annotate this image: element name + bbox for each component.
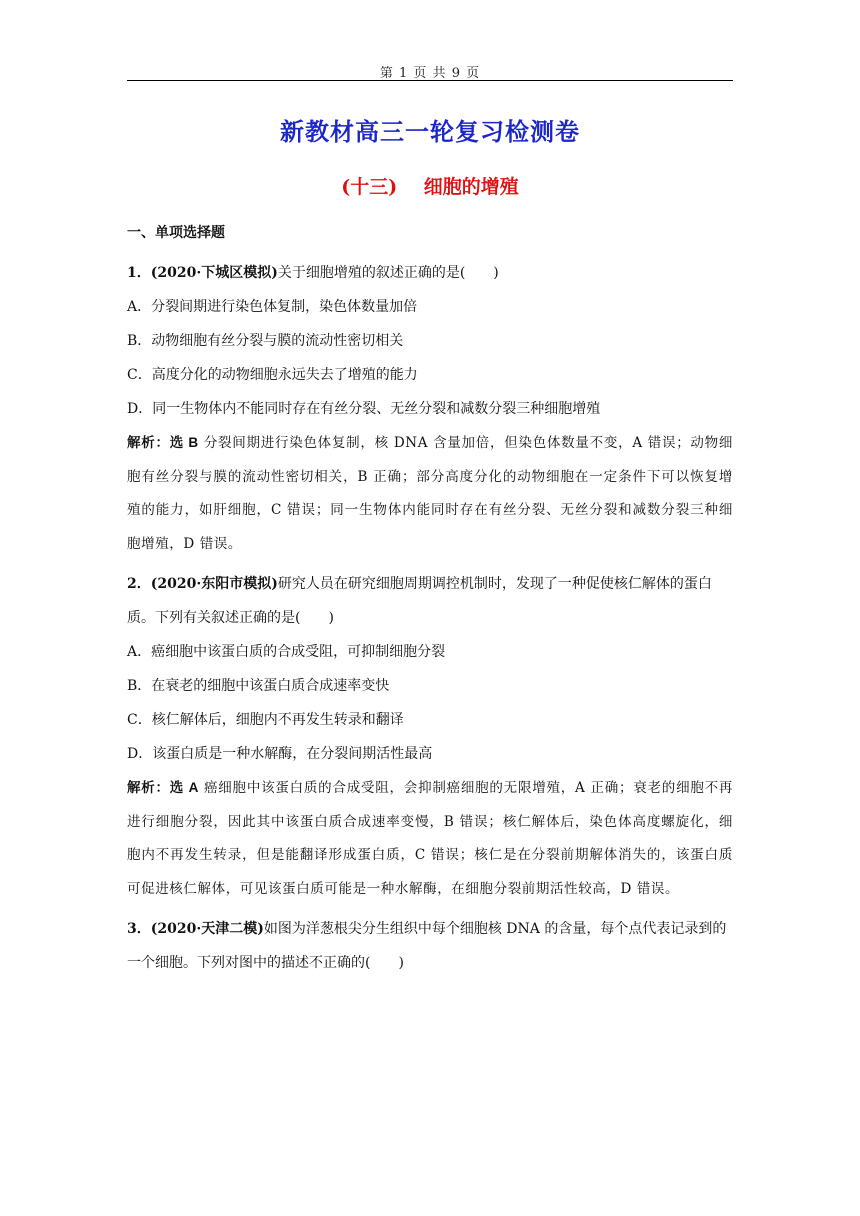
question-text: 研究人员在研究细胞周期调控机制时，发现了一种促使核仁解体的蛋白质。下列有关叙述正确的是( ) xyxy=(127,576,712,626)
question-3 xyxy=(127,912,733,980)
question-number: 2． xyxy=(127,576,151,592)
question-1 xyxy=(127,256,733,561)
question-stem xyxy=(127,912,733,980)
question-source: (2020·天津二模) xyxy=(150,921,264,937)
page-indicator: 第 1 页 共 9 页 xyxy=(379,66,481,81)
question-2 xyxy=(127,567,733,906)
subtitle-number: (十三) xyxy=(341,176,398,198)
option-a: A．分裂间期进行染色体复制，染色体数量加倍 xyxy=(127,299,418,315)
explanation xyxy=(127,771,733,906)
option-c: C．高度分化的动物细胞永远失去了增殖的能力 xyxy=(127,367,418,383)
question-number: 3． xyxy=(127,921,151,937)
document-body xyxy=(127,222,733,980)
question-source: (2020·下城区模拟) xyxy=(150,265,278,281)
answer-label: 解析：选 A xyxy=(127,780,199,795)
document-title: 新教材高三一轮复习检测卷 xyxy=(280,117,580,146)
section-heading: 一、单项选择题 xyxy=(127,225,225,241)
question-number: 1． xyxy=(127,265,151,281)
option-b: B．在衰老的细胞中该蛋白质合成速率变快 xyxy=(127,678,390,694)
option-a: A．癌细胞中该蛋白质的合成受阻，可抑制细胞分裂 xyxy=(127,644,446,660)
header-divider xyxy=(127,80,733,81)
option-d: D．同一生物体内不能同时存在有丝分裂、无丝分裂和减数分裂三种细胞增殖 xyxy=(127,401,601,417)
question-source: (2020·东阳市模拟) xyxy=(150,576,278,592)
option-b: B．动物细胞有丝分裂与膜的流动性密切相关 xyxy=(127,333,404,349)
question-text: 关于细胞增殖的叙述正确的是( ) xyxy=(277,265,499,281)
subtitle-topic: 细胞的增殖 xyxy=(423,176,519,198)
answer-label: 解析：选 B xyxy=(127,435,199,450)
option-d: D．该蛋白质是一种水解酶，在分裂间期活性最高 xyxy=(127,746,433,762)
option-c: C．核仁解体后，细胞内不再发生转录和翻译 xyxy=(127,712,404,728)
explanation-text: 分裂间期进行染色体复制，核 DNA 含量加倍，但染色体数量不变，A 错误；动物细胞有丝分裂与膜的流动性密切相关，B 正确；部分高度分化的动物细胞在一定条件下可以恢复增殖的能力，如肝细胞，C 错误；同一生物体内能同时存在有丝分裂、无丝分裂和减数分裂三种细胞增殖，D 错误。 xyxy=(127,435,733,552)
explanation-text: 癌细胞中该蛋白质的合成受阻，会抑制癌细胞的无限增殖，A 正确；衰老的细胞不再进行细胞分裂，因此其中该蛋白质合成速率变慢，B 错误；核仁解体后，染色体高度螺旋化，细胞内不再发生转录，但是能翻译形成蛋白质，C 错误；核仁是在分裂前期解体消失的，该蛋白质可促进核仁解体，可见该蛋白质可能是一种水解酶，在细胞分裂前期活性较高，D 错误。 xyxy=(127,780,733,897)
explanation xyxy=(127,426,733,561)
question-stem xyxy=(127,567,733,635)
question-stem xyxy=(127,256,733,290)
question-text: 如图为洋葱根尖分生组织中每个细胞核 DNA 的含量，每个点代表记录到的一个细胞。下列对图中的描述不正确的( ) xyxy=(127,921,727,971)
document-subtitle xyxy=(127,172,733,199)
